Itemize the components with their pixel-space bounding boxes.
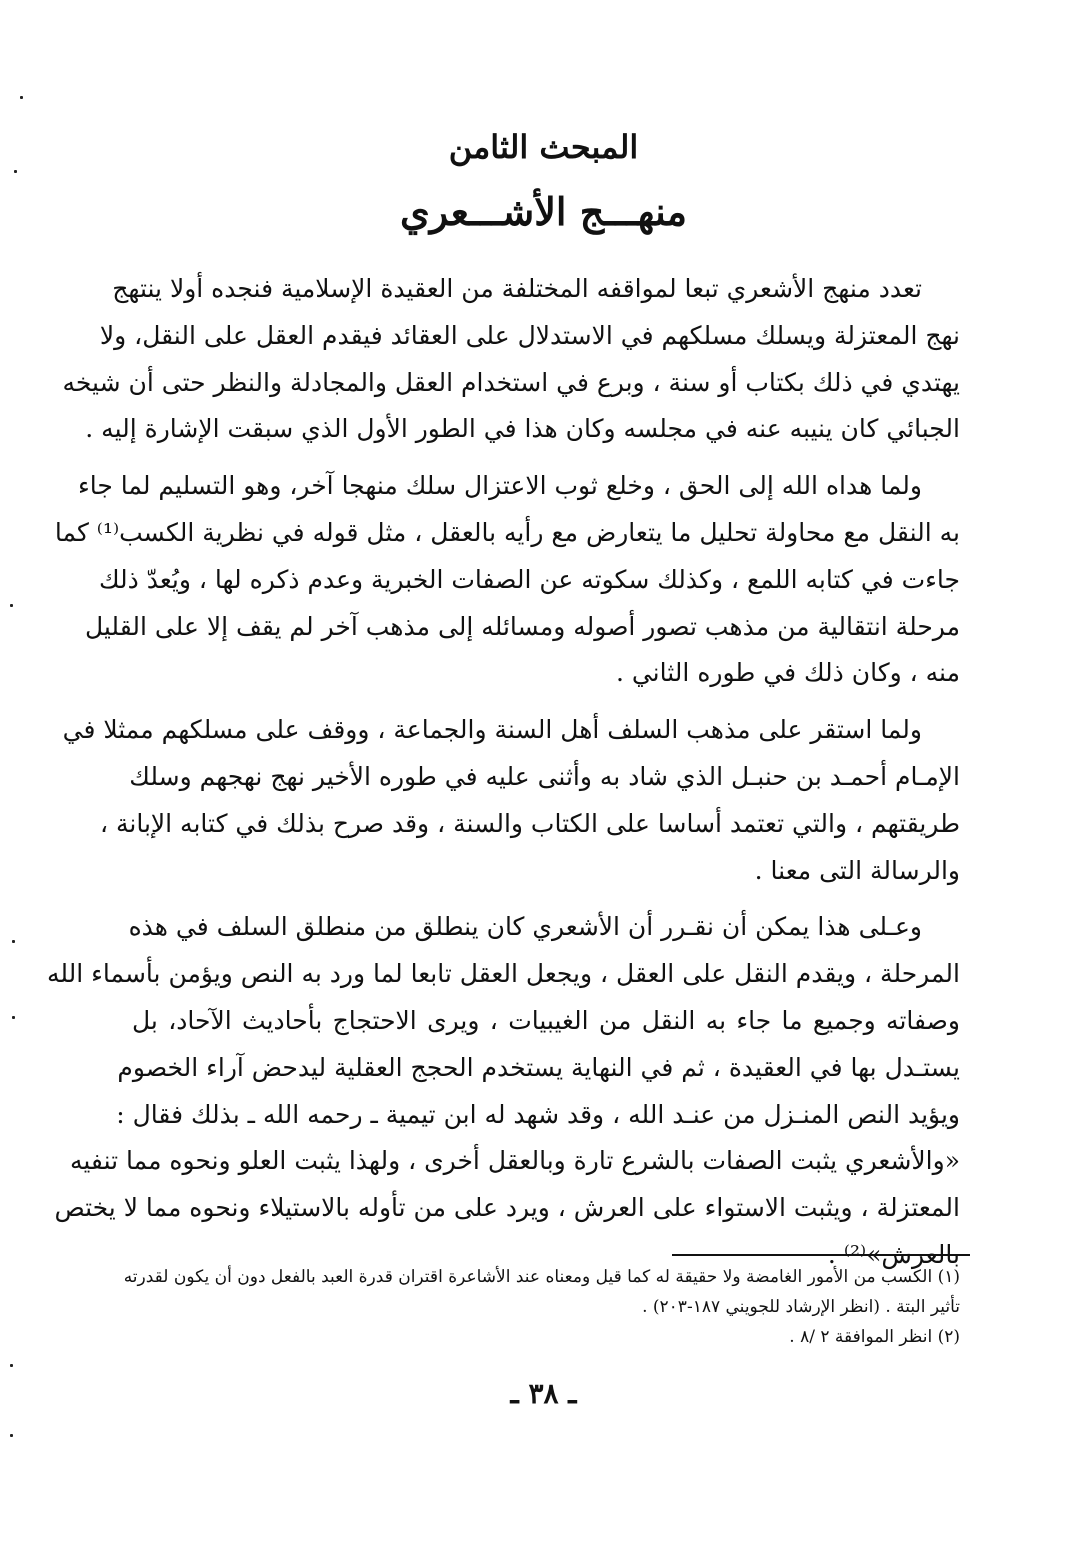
text-line: جاءت في كتابه اللمع ، وكذلك سكوته عن الصفات الخبرية وعدم ذكره لها ، ويُعدّ ذلك bbox=[98, 564, 960, 594]
paragraph bbox=[54, 463, 960, 697]
text-line: وعـلى هذا يمكن أن نقـرر أن الأشعري كان ينطلق من منطلق السلف في هذه bbox=[128, 912, 922, 942]
margin-mark bbox=[10, 1364, 13, 1367]
margin-mark bbox=[12, 1016, 15, 1019]
text-line: والرسالة التى معنا . bbox=[754, 855, 960, 885]
text-line: يستـدل بها في العقيدة ، ثم في النهاية يستخدم الحجج العقلية ليدحض آراء الخصوم bbox=[117, 1052, 960, 1082]
footnote-line: (٢) انظر الموافقة ٢ /٨ . bbox=[789, 1327, 960, 1347]
footnote bbox=[123, 1262, 960, 1322]
footnotes bbox=[123, 1262, 960, 1352]
text-line: مرحلة انتقالية من مذهب تصور أصوله ومسائله إلى مذهب آخر لم يقف إلا على القليل bbox=[84, 611, 960, 641]
text-line: «والأشعري يثبت الصفات بالشرع تارة وبالعقل أخرى ، ولهذا يثبت العلو ونحوه مما تنفيه bbox=[69, 1146, 960, 1176]
text-line: طريقتهم ، والتي تعتمد أساسا على الكتاب والسنة ، وقد صرح بذلك في كتابه الإبانة ، bbox=[99, 808, 960, 838]
text-line: الجبائي كان ينيبه عنه في مجلسه وكان هذا في الطور الأول الذي سبقت الإشارة إليه . bbox=[85, 414, 960, 444]
text-line: وصفاته وجميع ما جاء به النقل من الغيبيات ، ويرى الاحتجاج بأحاديث الآحاد، بل bbox=[132, 1005, 960, 1035]
text-line: منه ، وكان ذلك في طوره الثاني . bbox=[615, 658, 960, 688]
paragraph bbox=[62, 707, 960, 894]
footnote-line: (١) الكسب من الأمور الغامضة ولا حقيقة له كما قيل ومعناه عند الأشاعرة اقتران قدرة العبد بالفعل دون أن يكون لقدرته bbox=[123, 1267, 960, 1287]
text-line: المعتزلة ، ويثبت الاستواء على العرش ، ويرد على من تأوله بالاستيلاء ونحوه مما لا يختص bbox=[54, 1193, 960, 1223]
footnote-line: تأثير البتة . (انظر الإرشاد للجويني ١٨٧-٢٠٣) . bbox=[642, 1297, 960, 1317]
text-line: ولما استقر على مذهب السلف أهل السنة والجماعة ، ووقف على مسلكهم ممثلا في bbox=[62, 715, 922, 745]
text-line: ولما هداه الله إلى الحق ، وخلع ثوب الاعتزال سلك منهجا آخر، وهو التسليم لما جاء bbox=[78, 471, 922, 501]
margin-mark bbox=[10, 1434, 13, 1437]
margin-mark bbox=[12, 940, 15, 943]
margin-mark bbox=[20, 96, 23, 99]
text-line: به النقل مع محاولة تحليل ما يتعارض مع رأيه بالعقل ، مثل قوله في نظرية الكسب⁽¹⁾ كما bbox=[54, 517, 960, 547]
footnote bbox=[132, 1322, 960, 1352]
text-line: ويؤيد النص المنـزل من عنـد الله ، وقد شهد له ابن تيمية ـ رحمه الله ـ بذلك فقال : bbox=[116, 1099, 960, 1129]
text-line: المرحلة ، ويقدم النقل على العقل ، ويجعل العقل تابعا لما ورد به النص ويؤمن بأسماء الله bbox=[46, 959, 960, 989]
text-line: تعدد منهج الأشعري تبعا لمواقفه المختلفة من العقيدة الإسلامية فنجده أولا ينتهج bbox=[112, 274, 922, 303]
body-text bbox=[46, 266, 960, 1279]
text-line: الإمـام أحمـد بن حنبـل الذي شاد به وأثنى عليه في طوره الأخير نهج نهجهم وسلك bbox=[129, 761, 960, 791]
text-line: يهتدي في ذلك بكتاب أو سنة ، وبرع في استخدام العقل والمجادلة والنظر حتى أن شيخه bbox=[62, 367, 960, 397]
text-line: بالعرش»⁽²⁾ . bbox=[827, 1239, 960, 1269]
text-line: نهج المعتزلة ويسلك مسلكهم في الاستدلال على العقائد فيقدم العقل على النقل، ولا bbox=[99, 320, 960, 350]
chapter-title: منهـــج الأشـــعري bbox=[399, 189, 687, 234]
footnote-divider bbox=[672, 1254, 970, 1256]
paragraph bbox=[46, 904, 960, 1278]
section-label: المبحث الثامن bbox=[448, 128, 639, 166]
paragraph bbox=[62, 266, 960, 453]
page-number: ـ ٣٨ ـ bbox=[510, 1377, 577, 1410]
margin-mark bbox=[10, 604, 13, 607]
